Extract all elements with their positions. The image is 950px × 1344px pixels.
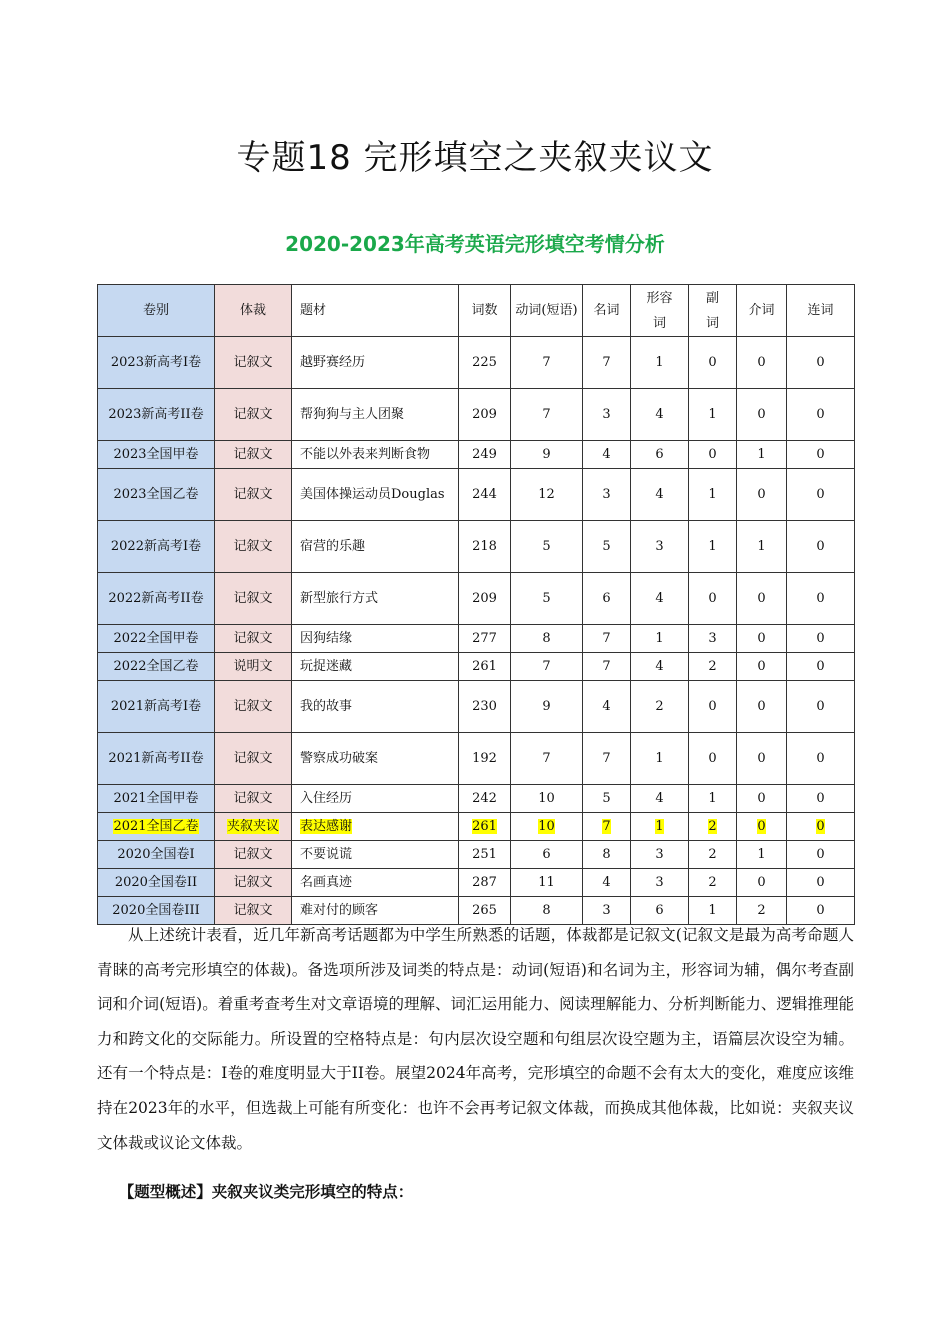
- cell-words: 277: [459, 625, 511, 653]
- cell-conj: 0: [787, 337, 855, 389]
- cell-prep: 0: [737, 653, 787, 681]
- cell-topic: 不能以外表来判断食物: [292, 441, 459, 469]
- cell-genre: 记叙文: [215, 337, 292, 389]
- cell-prep: 0: [737, 785, 787, 813]
- cell-verb: 12: [511, 469, 583, 521]
- cell-genre: 记叙文: [215, 869, 292, 897]
- analysis-paragraph: 从上述统计表看，近几年新高考话题都为中学生所熟悉的话题，体裁都是记叙文(记叙文是最为高考命题人青睐的高考完形填空的体裁)。备选项所涉及词类的特点是：动词(短语)和名词为主，形容词为辅，偶尔考查副词和介词(短语)。着重考查考生对文章语境的理解、词汇运用能力、阅读理解能力、分析判断能力、逻辑推理能力和跨文化的交际能力。所设置的空格特点是：句内层次设空题和句组层次设空题为主，语篇层次设空为辅。还有一个特点是：I卷的难度明显大于II卷。展望2024年高考，完形填空的命题不会有太大的变化，难度应该维持在2023年的水平，但选裁上可能有所变化：也许不会再考记叙文体裁，而换成其他体裁，比如说：夹叙夹议文体裁或议论文体裁。: [97, 926, 854, 1152]
- header-conjunction: 连词: [787, 285, 855, 337]
- cell-prep: 1: [737, 441, 787, 469]
- cell-adj: 1: [631, 337, 689, 389]
- cell-volume: 2020全国卷II: [98, 869, 215, 897]
- cell-volume: 2021新高考I卷: [98, 681, 215, 733]
- header-genre: 体裁: [215, 285, 292, 337]
- cell-volume: 2023新高考I卷: [98, 337, 215, 389]
- cell-topic: 越野赛经历: [292, 337, 459, 389]
- cell-topic: 玩捉迷藏: [292, 653, 459, 681]
- cell-prep: 0: [737, 625, 787, 653]
- table-row: [98, 733, 855, 785]
- cell-noun: 5: [583, 785, 631, 813]
- table-row: [98, 337, 855, 389]
- cell-conj: 0: [787, 869, 855, 897]
- cell-genre: 说明文: [215, 653, 292, 681]
- cell-words: 261: [459, 813, 511, 841]
- cell-adj: 1: [631, 813, 689, 841]
- page-title: 专题18 完形填空之夹叙夹议文: [236, 138, 714, 178]
- cell-adj: 1: [631, 625, 689, 653]
- cell-words: 225: [459, 337, 511, 389]
- cell-adv: 2: [689, 813, 737, 841]
- cell-verb: 7: [511, 337, 583, 389]
- header-words: 词数: [459, 285, 511, 337]
- cell-adv: 2: [689, 653, 737, 681]
- cell-adv: 0: [689, 573, 737, 625]
- header-topic: 题材: [292, 285, 459, 337]
- cell-topic: 不要说谎: [292, 841, 459, 869]
- table-row: [98, 841, 855, 869]
- cell-words: 209: [459, 573, 511, 625]
- cell-volume: 2020全国卷III: [98, 897, 215, 925]
- cell-genre: 夹叙夹议: [215, 813, 292, 841]
- cell-adv: 2: [689, 841, 737, 869]
- table-row: [98, 681, 855, 733]
- cell-adv: 0: [689, 733, 737, 785]
- cell-words: 192: [459, 733, 511, 785]
- cell-words: 261: [459, 653, 511, 681]
- cell-volume: 2023新高考II卷: [98, 389, 215, 441]
- cell-prep: 1: [737, 841, 787, 869]
- cell-noun: 7: [583, 337, 631, 389]
- cell-genre: 记叙文: [215, 681, 292, 733]
- cell-verb: 9: [511, 441, 583, 469]
- cell-verb: 7: [511, 389, 583, 441]
- cell-conj: 0: [787, 625, 855, 653]
- cell-prep: 0: [737, 681, 787, 733]
- cell-volume: 2022新高考II卷: [98, 573, 215, 625]
- cell-conj: 0: [787, 785, 855, 813]
- cell-topic: 宿营的乐趣: [292, 521, 459, 573]
- cell-topic: 帮狗狗与主人团聚: [292, 389, 459, 441]
- cell-adj: 2: [631, 681, 689, 733]
- cell-adv: 1: [689, 785, 737, 813]
- cell-conj: 0: [787, 897, 855, 925]
- cell-adv: 1: [689, 389, 737, 441]
- cell-adj: 3: [631, 521, 689, 573]
- cell-verb: 11: [511, 869, 583, 897]
- cell-adj: 6: [631, 897, 689, 925]
- cell-verb: 5: [511, 521, 583, 573]
- cell-noun: 7: [583, 653, 631, 681]
- header-adjective: 形容 词: [631, 285, 689, 337]
- cell-adj: 1: [631, 733, 689, 785]
- table-row: [98, 469, 855, 521]
- cell-verb: 5: [511, 573, 583, 625]
- cell-prep: 1: [737, 521, 787, 573]
- cell-prep: 0: [737, 813, 787, 841]
- cell-noun: 7: [583, 625, 631, 653]
- cell-conj: 0: [787, 441, 855, 469]
- cell-genre: 记叙文: [215, 441, 292, 469]
- cell-conj: 0: [787, 841, 855, 869]
- cell-genre: 记叙文: [215, 389, 292, 441]
- cell-conj: 0: [787, 813, 855, 841]
- cell-genre: 记叙文: [215, 625, 292, 653]
- cell-conj: 0: [787, 469, 855, 521]
- cell-words: 249: [459, 441, 511, 469]
- cell-topic: 入住经历: [292, 785, 459, 813]
- cell-adv: 0: [689, 681, 737, 733]
- table-row: [98, 653, 855, 681]
- cell-conj: 0: [787, 653, 855, 681]
- cell-prep: 0: [737, 337, 787, 389]
- cell-adj: 6: [631, 441, 689, 469]
- cell-words: 242: [459, 785, 511, 813]
- cell-adj: 4: [631, 469, 689, 521]
- header-preposition: 介词: [737, 285, 787, 337]
- header-adverb: 副 词: [689, 285, 737, 337]
- cell-verb: 10: [511, 785, 583, 813]
- cell-genre: 记叙文: [215, 469, 292, 521]
- cell-noun: 3: [583, 469, 631, 521]
- cell-topic: 美国体操运动员Douglas: [292, 469, 459, 521]
- cell-genre: 记叙文: [215, 733, 292, 785]
- cell-topic: 名画真迹: [292, 869, 459, 897]
- section-heading: 【题型概述】夹叙夹议类完形填空的特点：: [118, 1182, 414, 1201]
- cell-noun: 4: [583, 681, 631, 733]
- cell-adj: 4: [631, 785, 689, 813]
- cell-prep: 0: [737, 469, 787, 521]
- cell-verb: 8: [511, 897, 583, 925]
- cell-adj: 4: [631, 653, 689, 681]
- cell-volume: 2022新高考I卷: [98, 521, 215, 573]
- cell-words: 287: [459, 869, 511, 897]
- cell-volume: 2021全国乙卷: [98, 813, 215, 841]
- cell-noun: 7: [583, 733, 631, 785]
- cell-words: 244: [459, 469, 511, 521]
- cell-noun: 6: [583, 573, 631, 625]
- table-row: [98, 813, 855, 841]
- cell-noun: 3: [583, 389, 631, 441]
- cell-genre: 记叙文: [215, 841, 292, 869]
- cell-noun: 8: [583, 841, 631, 869]
- cell-adv: 2: [689, 869, 737, 897]
- table-row: [98, 521, 855, 573]
- table-row: [98, 785, 855, 813]
- cell-topic: 难对付的顾客: [292, 897, 459, 925]
- cell-noun: 4: [583, 869, 631, 897]
- cell-genre: 记叙文: [215, 785, 292, 813]
- exam-stats-table: [97, 284, 855, 925]
- cell-prep: 0: [737, 389, 787, 441]
- cell-conj: 0: [787, 733, 855, 785]
- cell-words: 218: [459, 521, 511, 573]
- cell-prep: 0: [737, 733, 787, 785]
- cell-adj: 4: [631, 573, 689, 625]
- cell-words: 251: [459, 841, 511, 869]
- cell-volume: 2022全国甲卷: [98, 625, 215, 653]
- cell-volume: 2020全国卷I: [98, 841, 215, 869]
- table-row: [98, 389, 855, 441]
- cell-volume: 2022全国乙卷: [98, 653, 215, 681]
- cell-words: 209: [459, 389, 511, 441]
- header-volume: 卷别: [98, 285, 215, 337]
- cell-genre: 记叙文: [215, 573, 292, 625]
- cell-adv: 1: [689, 521, 737, 573]
- cell-prep: 0: [737, 573, 787, 625]
- cell-verb: 7: [511, 653, 583, 681]
- cell-verb: 10: [511, 813, 583, 841]
- cell-topic: 警察成功破案: [292, 733, 459, 785]
- cell-conj: 0: [787, 573, 855, 625]
- cell-genre: 记叙文: [215, 521, 292, 573]
- cell-conj: 0: [787, 389, 855, 441]
- table-subtitle: 2020-2023年高考英语完形填空考情分析: [285, 232, 665, 256]
- cell-genre: 记叙文: [215, 897, 292, 925]
- cell-conj: 0: [787, 681, 855, 733]
- table-row: [98, 869, 855, 897]
- cell-volume: 2021全国甲卷: [98, 785, 215, 813]
- cell-prep: 0: [737, 869, 787, 897]
- cell-prep: 2: [737, 897, 787, 925]
- cell-adv: 3: [689, 625, 737, 653]
- cell-verb: 7: [511, 733, 583, 785]
- cell-words: 230: [459, 681, 511, 733]
- cell-adj: 4: [631, 389, 689, 441]
- table-row: [98, 625, 855, 653]
- cell-noun: 4: [583, 441, 631, 469]
- cell-adv: 1: [689, 897, 737, 925]
- cell-adv: 1: [689, 469, 737, 521]
- cell-volume: 2023全国甲卷: [98, 441, 215, 469]
- cell-topic: 新型旅行方式: [292, 573, 459, 625]
- cell-noun: 5: [583, 521, 631, 573]
- table-header-row: [98, 285, 855, 337]
- header-verb: 动词(短语): [511, 285, 583, 337]
- cell-words: 265: [459, 897, 511, 925]
- cell-noun: 7: [583, 813, 631, 841]
- cell-topic: 因狗结缘: [292, 625, 459, 653]
- cell-adv: 0: [689, 441, 737, 469]
- cell-verb: 8: [511, 625, 583, 653]
- cell-topic: 我的故事: [292, 681, 459, 733]
- cell-volume: 2021新高考II卷: [98, 733, 215, 785]
- cell-topic: 表达感谢: [292, 813, 459, 841]
- cell-volume: 2023全国乙卷: [98, 469, 215, 521]
- table-row: [98, 441, 855, 469]
- table-row: [98, 573, 855, 625]
- cell-adj: 3: [631, 841, 689, 869]
- cell-verb: 9: [511, 681, 583, 733]
- cell-adj: 3: [631, 869, 689, 897]
- cell-verb: 6: [511, 841, 583, 869]
- cell-conj: 0: [787, 521, 855, 573]
- header-noun: 名词: [583, 285, 631, 337]
- cell-adv: 0: [689, 337, 737, 389]
- cell-noun: 3: [583, 897, 631, 925]
